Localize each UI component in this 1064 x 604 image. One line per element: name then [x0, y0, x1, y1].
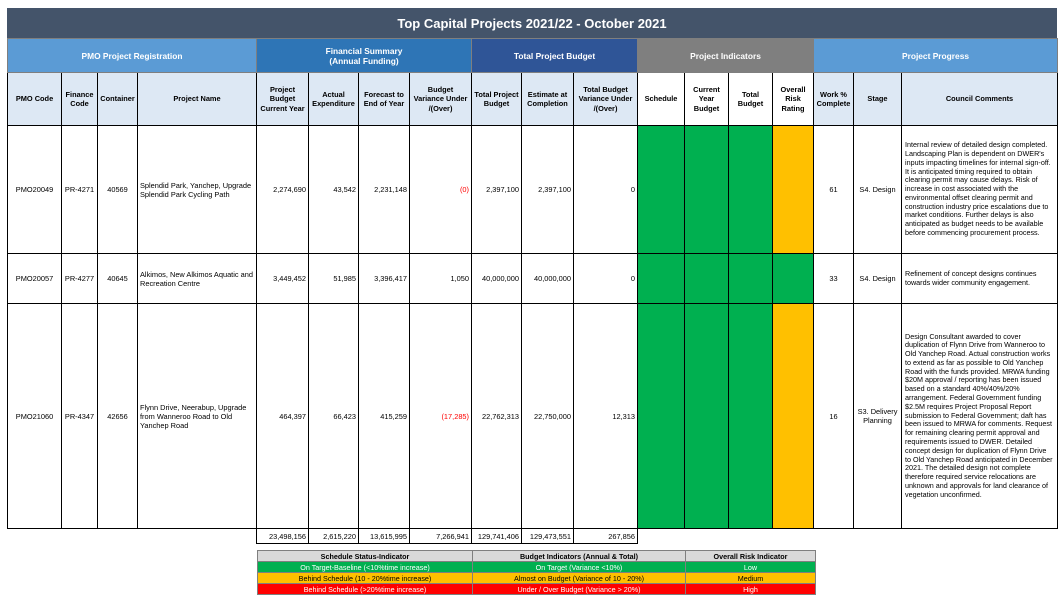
col-council-comments: Council Comments	[902, 73, 1058, 126]
cell-pmo-code: PMO20057	[8, 254, 62, 304]
total-actual-expenditure: 2,615,220	[309, 529, 359, 544]
cell-project-budget: 3,449,452	[257, 254, 309, 304]
col-finance-code: Finance Code	[62, 73, 98, 126]
overall-risk-indicator	[773, 254, 814, 304]
cell-estimate-completion: 40,000,000	[522, 254, 574, 304]
column-header-row	[8, 73, 1058, 126]
table-row	[8, 304, 1058, 529]
legend-schedule-header: Schedule Status-Indicator	[258, 551, 473, 562]
col-forecast: Forecast to End of Year	[359, 73, 410, 126]
total-project-budget-current-year: 23,498,156	[257, 529, 309, 544]
col-project-name: Project Name	[138, 73, 257, 126]
cell-total-budget-variance: 12,313	[574, 304, 638, 529]
legend-budget-green: On Target (Variance <10%)	[473, 562, 686, 573]
cell-forecast: 3,396,417	[359, 254, 410, 304]
total-budget-indicator	[729, 126, 773, 254]
col-container: Container	[98, 73, 138, 126]
cell-total-budget-variance: 0	[574, 254, 638, 304]
cell-container: 42656	[98, 304, 138, 529]
col-stage: Stage	[854, 73, 902, 126]
cell-total-project-budget: 2,397,100	[472, 126, 522, 254]
overall-risk-indicator	[773, 126, 814, 254]
cell-council-comments: Internal review of detailed design completed. Landscaping Plan is dependent on DWER's inputs impacting timelines for internal sign-off. It is anticipated timing required to obtain clearing permit may cause delays. Risk of increase in cost associated with the environmental offset clearing permit and construction industry price escalations due to market conditions. Further delays is also anticipated as budget needs to be available before commencing procurement process.	[902, 126, 1058, 254]
cell-project-name: Splendid Park, Yanchep, Upgrade Splendid Park Cycling Path	[138, 126, 257, 254]
cell-estimate-completion: 2,397,100	[522, 126, 574, 254]
cell-actual-expenditure: 51,985	[309, 254, 359, 304]
legend-row-red	[258, 584, 816, 595]
projects-table	[7, 38, 1058, 544]
cell-council-comments: Design Consultant awarded to cover duplication of Flynn Drive from Wanneroo to Old Yanchep Road. Actual construction works to extend as far as possible to Old Yanchep Road with the funds provided. MRWA funding $20M approval / reporting has been issued based on a standard 40%/40%/20% arrangement. Federal Government funding $2.5M requires Project Proposal Report submission to Federal Government; daft has been issued to MRWA for comments. Request for remaining clearing permit approval and requirements issued to DWER. Detailed concept design for duplication of Flynn Drive to Old Yanchep Road anticipated in December 2021. The detailed design not complete therefore required service relocations are unknown and approvals for land clearance of vegetation unconfirmed.	[902, 304, 1058, 529]
cell-council-comments: Refinement of concept designs continues towards wider community engagement.	[902, 254, 1058, 304]
group-project-indicators: Project Indicators	[638, 39, 814, 73]
cell-total-budget-variance: 0	[574, 126, 638, 254]
totals-spacer	[8, 529, 257, 544]
col-pmo-code: PMO Code	[8, 73, 62, 126]
col-total-project-budget: Total Project Budget	[472, 73, 522, 126]
legend-header-row	[258, 551, 816, 562]
group-project-progress: Project Progress	[814, 39, 1058, 73]
legend-risk-high: High	[686, 584, 816, 595]
cell-forecast: 2,231,148	[359, 126, 410, 254]
col-current-year-budget: Current Year Budget	[685, 73, 729, 126]
cell-total-project-budget: 40,000,000	[472, 254, 522, 304]
cell-project-budget: 464,397	[257, 304, 309, 529]
group-financial-summary	[257, 39, 472, 73]
cell-finance-code: PR-4347	[62, 304, 98, 529]
cell-budget-variance: (0)	[410, 126, 472, 254]
legend-risk-low: Low	[686, 562, 816, 573]
cell-stage: S4. Design	[854, 254, 902, 304]
cell-actual-expenditure: 66,423	[309, 304, 359, 529]
financial-summary-sublabel: (Annual Funding)	[329, 55, 399, 66]
legend-schedule-amber: Behind Schedule (10 - 20%time increase)	[258, 573, 473, 584]
cell-pmo-code: PMO21060	[8, 304, 62, 529]
cell-project-budget: 2,274,690	[257, 126, 309, 254]
legend-risk-medium: Medium	[686, 573, 816, 584]
cell-budget-variance: 1,050	[410, 254, 472, 304]
cell-project-name: Alkimos, New Alkimos Aquatic and Recreation Centre	[138, 254, 257, 304]
total-budget-indicator	[729, 304, 773, 529]
cell-total-project-budget: 22,762,313	[472, 304, 522, 529]
schedule-indicator	[638, 126, 685, 254]
schedule-indicator	[638, 304, 685, 529]
status-legend	[257, 550, 816, 595]
col-budget-variance: Budget Variance Under /(Over)	[410, 73, 472, 126]
legend-budget-header: Budget Indicators (Annual & Total)	[473, 551, 686, 562]
legend-schedule-green: On Target-Baseline (<10%time increase)	[258, 562, 473, 573]
totals-row	[8, 529, 1058, 544]
cell-pmo-code: PMO20049	[8, 126, 62, 254]
cell-work-complete: 33	[814, 254, 854, 304]
col-project-budget: Project Budget Current Year	[257, 73, 309, 126]
legend-risk-header: Overall Risk Indicator	[686, 551, 816, 562]
legend-row-green	[258, 562, 816, 573]
total-total-project-budget: 129,741,406	[472, 529, 522, 544]
cell-work-complete: 16	[814, 304, 854, 529]
total-estimate-completion: 129,473,551	[522, 529, 574, 544]
cell-container: 40645	[98, 254, 138, 304]
overall-risk-indicator	[773, 304, 814, 529]
total-total-budget-variance: 267,856	[574, 529, 638, 544]
cell-finance-code: PR-4271	[62, 126, 98, 254]
table-row	[8, 126, 1058, 254]
cell-project-name: Flynn Drive, Neerabup, Upgrade from Wanneroo Road to Old Yanchep Road	[138, 304, 257, 529]
table-row	[8, 254, 1058, 304]
group-header-row	[8, 39, 1058, 73]
legend-budget-red: Under / Over Budget (Variance > 20%)	[473, 584, 686, 595]
col-overall-risk: Overall Risk Rating	[773, 73, 814, 126]
col-work-complete: Work % Complete	[814, 73, 854, 126]
current-year-budget-indicator	[685, 254, 729, 304]
col-estimate-completion: Estimate at Completion	[522, 73, 574, 126]
cell-stage: S4. Design	[854, 126, 902, 254]
totals-spacer-right	[638, 529, 1058, 544]
cell-budget-variance: (17,285)	[410, 304, 472, 529]
cell-actual-expenditure: 43,542	[309, 126, 359, 254]
total-budget-indicator	[729, 254, 773, 304]
cell-work-complete: 61	[814, 126, 854, 254]
group-pmo-registration: PMO Project Registration	[8, 39, 257, 73]
cell-container: 40569	[98, 126, 138, 254]
total-forecast: 13,615,995	[359, 529, 410, 544]
cell-forecast: 415,259	[359, 304, 410, 529]
col-schedule: Schedule	[638, 73, 685, 126]
legend-budget-amber: Almost on Budget (Variance of 10 - 20%)	[473, 573, 686, 584]
legend-row-amber	[258, 573, 816, 584]
legend-schedule-red: Behind Schedule (>20%time increase)	[258, 584, 473, 595]
cell-stage: S3. Delivery Planning	[854, 304, 902, 529]
financial-summary-label: Financial Summary	[325, 45, 403, 56]
col-actual-expenditure: Actual Expenditure	[309, 73, 359, 126]
current-year-budget-indicator	[685, 126, 729, 254]
current-year-budget-indicator	[685, 304, 729, 529]
group-total-project-budget: Total Project Budget	[472, 39, 638, 73]
col-total-budget: Total Budget	[729, 73, 773, 126]
report-title: Top Capital Projects 2021/22 - October 2021	[7, 8, 1057, 38]
total-budget-variance: 7,266,941	[410, 529, 472, 544]
col-total-budget-variance: Total Budget Variance Under /(Over)	[574, 73, 638, 126]
schedule-indicator	[638, 254, 685, 304]
cell-finance-code: PR-4277	[62, 254, 98, 304]
cell-estimate-completion: 22,750,000	[522, 304, 574, 529]
